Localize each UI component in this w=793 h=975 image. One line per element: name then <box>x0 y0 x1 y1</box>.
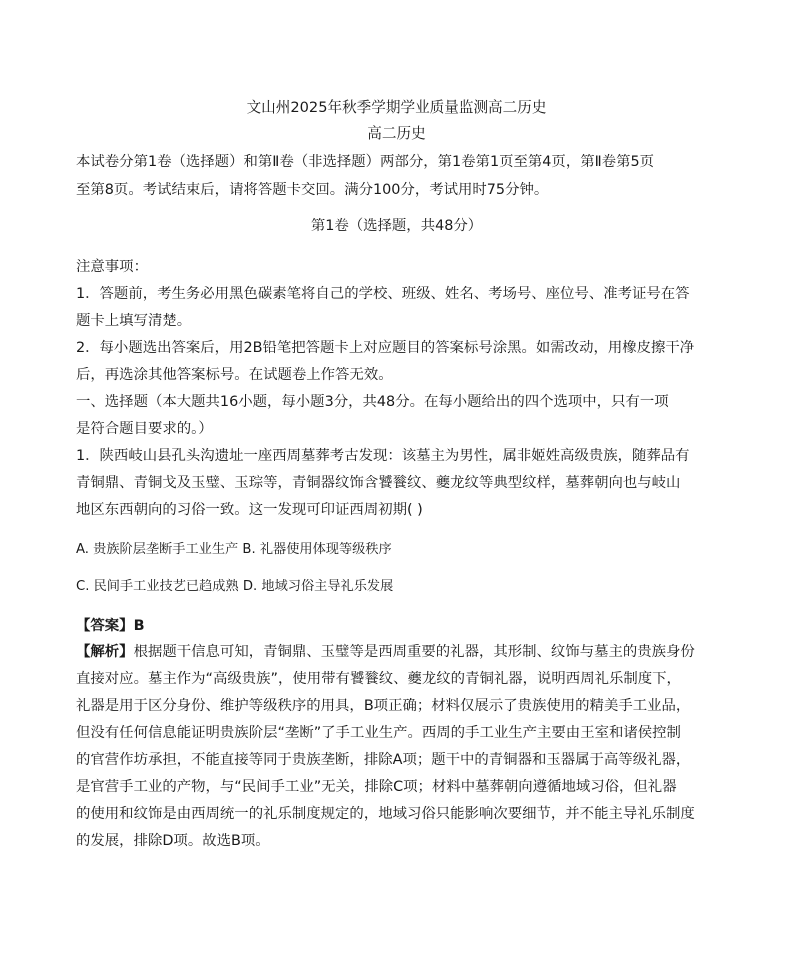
question-stem: 地区东西朝向的习俗一致。这一发现可印证西周初期( ) <box>76 502 423 518</box>
analysis-line: 礼器是用于区分身份、维护等级秩序的用具，B项正确；材料仅展示了贵族使用的精美手工业品， <box>76 698 691 714</box>
notes-item: 题卡上填写清楚。 <box>76 313 192 329</box>
analysis-line: 是官营手工业的产物，与“民间手工业”无关，排除C项；材料中墓葬朝向遵循地域习俗，但礼器 <box>76 779 677 795</box>
notes-item: 2．每小题选出答案后，用2B铅笔把答题卡上对应题目的答案标号涂黑。如需改动，用橡皮擦干净 <box>76 340 695 356</box>
analysis-line <box>76 642 695 662</box>
answer-line <box>76 616 145 636</box>
part-heading: 第1卷（选择题，共48分） <box>310 218 483 234</box>
question-stem: 青铜鼎、青铜戈及玉璧、玉琮等，青铜器纹饰含饕餮纹、夔龙纹等典型纹样，墓葬朝向也与岐山 <box>76 475 681 491</box>
notes-heading: 注意事项： <box>76 259 148 275</box>
intro-line: 本试卷分第1卷（选择题）和第Ⅱ卷（非选择题）两部分，第1卷第1页至第4页，第Ⅱ卷第5页 <box>76 154 655 170</box>
analysis-line: 的发展，排除D项。故选B项。 <box>76 833 270 849</box>
analysis-line: 的使用和纹饰是由西周统一的礼乐制度规定的，地域习俗只能影响次要细节，并不能主导礼乐制度 <box>76 806 695 822</box>
analysis-line: 的官营作坊承担，不能直接等同于贵族垄断，排除A项；题干中的青铜器和玉器属于高等级礼器， <box>76 752 691 768</box>
analysis-line: 但没有任何信息能证明贵族阶层“垄断”了手工业生产。西周的手工业生产主要由王室和诸侯控制 <box>76 725 681 741</box>
intro-line: 至第8页。考试结束后，请将答题卡交回。满分100分，考试用时75分钟。 <box>76 182 549 198</box>
question-stem: 1．陕西岐山县孔头沟遗址一座西周墓葬考古发现：该墓主为男性，属非姬姓高级贵族，随葬品有 <box>76 448 690 464</box>
notes-item: 1．答题前，考生务必用黑色碳素笔将自己的学校、班级、姓名、考场号、座位号、准考证号在答 <box>76 286 690 302</box>
answer-value: B <box>133 618 145 634</box>
exam-subtitle: 高二历史 <box>367 125 426 142</box>
analysis-text: 根据题干信息可知，青铜鼎、玉璧等是西周重要的礼器，其形制、纹饰与墓主的贵族身份 <box>133 644 695 660</box>
question-options: A. 贵族阶层垄断手工业生产 B. 礼器使用体现等级秩序 <box>76 542 392 557</box>
analysis-line: 直接对应。墓主作为“高级贵族”，使用带有饕餮纹、夔龙纹的青铜礼器，说明西周礼乐制度下， <box>76 671 681 687</box>
section-heading: 是符合题目要求的。） <box>76 421 213 437</box>
question-options: C. 民间手工业技艺已趋成熟 D. 地域习俗主导礼乐发展 <box>76 579 394 594</box>
section-heading: 一、选择题（本大题共16小题，每小题3分，共48分。在每小题给出的四个选项中，只有一项 <box>76 394 669 410</box>
exam-title: 文山州2025年秋季学期学业质量监测高二历史 <box>246 99 547 116</box>
answer-tag: 【答案】 <box>76 618 134 634</box>
analysis-tag: 【解析】 <box>76 644 134 660</box>
notes-item: 后，再选涂其他答案标号。在试题卷上作答无效。 <box>76 367 393 383</box>
